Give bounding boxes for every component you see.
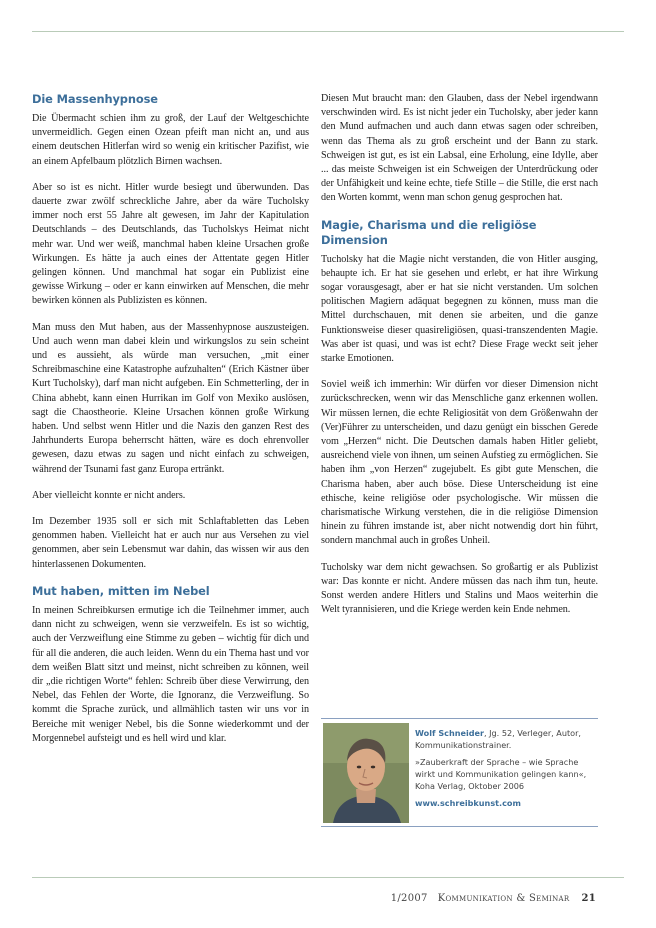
author-photo	[323, 723, 409, 823]
paragraph: Aber so ist es nicht. Hitler wurde besiegt und überwunden. Das dauerte zwar zwölf schreckliche Jahre, aber da wäre Tucholsky immer noch erst 55 Jahre alt gewesen, im Jahr der Kapitulation Deutschlands – des Deutschlands, das Tucholskys Heimat nicht mehr war. Und wer weiß, manchmal haben kleine Ursachen große Wirkungen. Es hätte ja auch eines der Attentate gegen Hitler gelingen können. Und manchmal hat sogar ein Publizist eine gewisse Wirkung – oder er kann einwirken auf Menschen, die mehr bewirken können als Publizisten es können.	[32, 181, 309, 307]
paragraph: Soviel weiß ich immerhin: Wir dürfen vor dieser Dimension nicht zurückschrecken, wenn wir das Menschliche ganz erkennen wollen. Wir müssen lernen, die echte Religiosität von dem Größenwahn der (Ver)Führer zu unterscheiden, und dazu genügt ein bisschen Gerede vom „Herzen“ nicht. Die Deutschen damals haben Hitler geliebt, ausreichend viele von ihnen, um seinen Aufstieg zu ermöglichen. Sie haben ihm „von Herzen“ zugejubelt. Es gibt gute Menschen, die Charisma haben, aber auch böse. Diese Unterscheidung ist eine ethische, keine religiöse oder psychologische. Wir müssen die charismatische Wirkung verstehen, die in die religiöse Dimension hinein zu führen imstande ist, aber nicht notwendig dort hin führt, sondern manchmal auch in großes Unheil.	[321, 379, 598, 547]
section-heading: Magie, Charisma und die religiöse Dimension	[321, 217, 537, 247]
page-number: 21	[581, 893, 596, 904]
paragraph: Diesen Mut braucht man: den Glauben, dass der Nebel irgendwann verschwinden wird. Es ist nicht jeder ein Tucholsky, aber jeder kann den Mund aufmachen und auch dann etwas sagen oder schreiben, wenn das Thema als zu groß erscheint und der Bann zu stark. Schweigen ist gut, es ist ein Labsal, eine Erholung, eine Idylle, aber ... das meiste Schweigen ist ein Schweigen der Unterdrückung oder der Unfähigkeit und keine echte, tiefe Stille – die Stille, die erst nach den Worten kommt, wenn man schon genug gesprochen hat.	[321, 93, 598, 204]
paragraph: Aber vielleicht konnte er nicht anders.	[32, 489, 186, 501]
paragraph: Tucholsky hat die Magie nicht verstanden, die von Hitler ausging, behaupte ich. Er hat sie gesehen und erlebt, er hat ihre Wirkung sogar vorausgesagt, aber er hat sie nicht verstanden. Um solchen politischen Magiern adäquat begegnen zu können, muss man die Mittel durchschauen, mit denen sie arbeiten, und die ganze Funktionsweise dieser quasireligiösen, quasi-transzendenten Magie. Was aber ist quasi, und was ist echt? Diese Frage weckt seit jeher starke Emotionen.	[321, 253, 598, 365]
section-heading: Die Massenhypnose	[32, 92, 158, 106]
author-details: , Jg. 52, Verleger, Autor, Kommunikationstrainer.	[415, 728, 582, 750]
right-column	[321, 92, 598, 630]
author-website-link[interactable]: www.schreibkunst.com	[415, 798, 521, 808]
paragraph: Im Dezember 1935 soll er sich mit Schlaftabletten das Leben genommen haben. Vielleicht hat er auch nur aus Versehen zu viel genommen, aber sein Lebensmut war dahin, das wissen wir aus den hinterlassenen Dokumenten.	[32, 516, 309, 570]
section-heading: Mut haben, mitten im Nebel	[32, 583, 210, 598]
paragraph: Die Übermacht schien ihm zu groß, der Lauf der Weltgeschichte unvermeidlich. Gegen einen Ozean pfeift man nicht an, und aus einem deutschen Hitlerfan wird so wenig ein kritischer Pazifist, wie an einem Apfelbaum plötzlich Birnen wachsen.	[32, 113, 309, 167]
author-name: Wolf Schneider	[415, 728, 485, 738]
paragraph: In meinen Schreibkursen ermutige ich die Teilnehmer immer, auch dann nicht zu schweigen, wenn sie verzweifeln. Es ist so wichtig, auch der Verzweiflung eine Stimme zu geben – wichtig für dich und für all die anderen, die auch leiden. Wenn du ein Thema hast und vor dem weißen Blatt sitzt und meinst, nicht schreiben zu können, weil dir „die richtigen Worte“ fehlen: Schreib über diese Verwirrung, den Nebel, das Fehlen der Worte, die Ignoranz, die Verzweiflung. So kommt die Sprache zurück, und allmählich tasten wir uns vor in Bereiche mit weniger Nebel, bis die Sonne wiederkommt und der Morgennebel aufsteigt und es hell wird und klar.	[32, 604, 309, 744]
author-bio-box	[321, 718, 598, 827]
author-bio-text	[415, 727, 595, 814]
issue-number: 1/2007	[390, 893, 428, 904]
paragraph: Man muss den Mut haben, aus der Massenhypnose auszusteigen. Und auch wenn man dabei klein und wirkungslos zu sein scheint und es aussieht, als würde man versuchen, „mit einer Schreibmaschine eine Katastrophe aufzuhalten“ (Erich Kästner über Kurt Tucholsky), darf man nicht aufgeben. Ein Schmetterling, der in China abhebt, kann einen Hurrikan im Golf von Mexiko auslösen, sagt die Chaostheorie. Kleine Ursachen können große Wirkung haben. Und selbst wenn Hitler und die Nazis den ganzen Rest des Jahrhunderts Europa beherrscht hätten, wäre es doch ehrenvoller gewesen, dazu etwas zu sagen und nicht einfach zu schweigen, während der Tsunami fast ganz Europa ertränkt.	[32, 321, 309, 475]
book-reference: »Zauberkraft der Sprache – wie Sprache wirkt und Kommunikation gelingen kann«, Koha Verlag, Oktober 2006	[415, 757, 587, 791]
bottom-rule	[32, 877, 624, 878]
page-footer	[391, 893, 596, 904]
left-column	[32, 92, 309, 758]
paragraph: Tucholsky war dem nicht gewachsen. So großartig er als Publizist war: Das konnte er nicht. Andere müssen das nach ihm tun, heute. Sonst werden andere Hitlers und Stalins und Maos weiterhin die Welt tyrannisieren, und die Kriege werden kein Ende nehmen.	[321, 561, 598, 616]
top-rule	[32, 31, 624, 32]
magazine-title: Kommunikation & Seminar	[437, 893, 570, 904]
